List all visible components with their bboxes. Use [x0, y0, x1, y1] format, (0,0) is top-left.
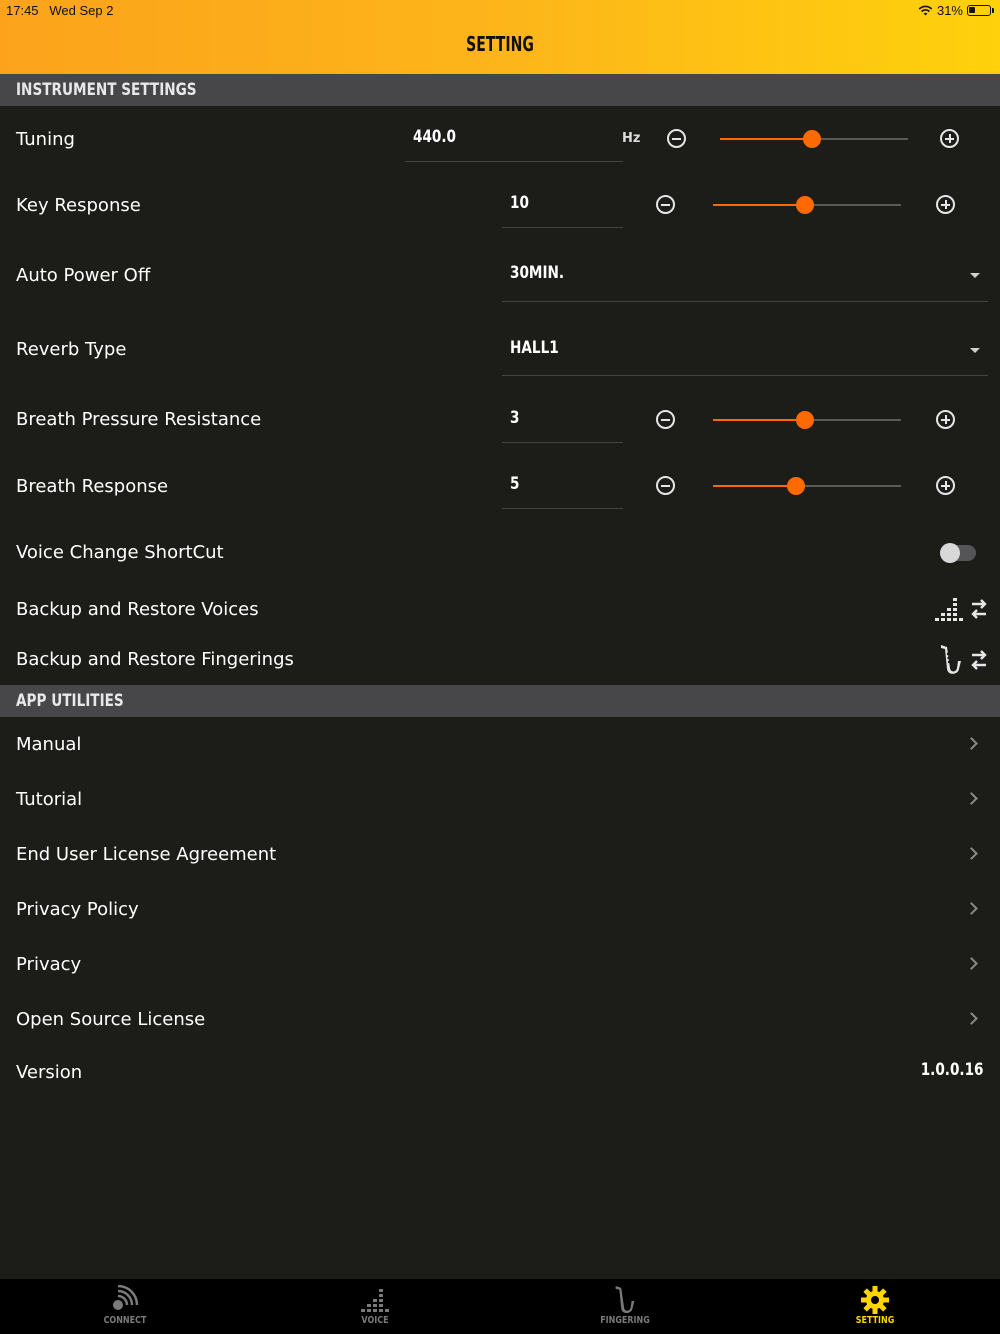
- wifi-icon: [918, 5, 933, 16]
- battery-icon: [967, 5, 991, 16]
- tuning-field[interactable]: [405, 127, 623, 162]
- tuning-value: 440.0: [413, 127, 457, 147]
- tuning-increment-button[interactable]: [940, 129, 959, 148]
- list-item-privacy[interactable]: [0, 937, 1000, 992]
- status-indicators: [918, 3, 994, 18]
- key-response-slider[interactable]: [713, 193, 901, 217]
- list-item-label: Privacy Policy: [16, 899, 139, 920]
- list-item-label: Manual: [16, 734, 82, 755]
- backup-voices-label: Backup and Restore Voices: [16, 599, 259, 620]
- navigation-header: [0, 0, 1000, 74]
- backup-voices-control[interactable]: [934, 596, 988, 622]
- list-item-privacy-policy[interactable]: [0, 882, 1000, 937]
- list-item-eula[interactable]: [0, 827, 1000, 882]
- breath-response-field[interactable]: [502, 474, 623, 509]
- key-response-increment-button[interactable]: [936, 195, 955, 214]
- chevron-down-icon: [970, 273, 980, 278]
- tuning-unit: Hz: [622, 131, 641, 146]
- tuning-label: Tuning: [16, 129, 75, 150]
- breath-pressure-decrement-button[interactable]: [656, 410, 675, 429]
- tab-connect[interactable]: [0, 1279, 250, 1334]
- tab-voice[interactable]: [250, 1279, 500, 1334]
- voice-shortcut-label: Voice Change ShortCut: [16, 542, 224, 563]
- breath-response-increment-button[interactable]: [936, 476, 955, 495]
- key-response-decrement-button[interactable]: [656, 195, 675, 214]
- reverb-type-label: Reverb Type: [16, 339, 127, 360]
- status-date-text: Wed Sep 2: [49, 3, 114, 18]
- list-item-manual[interactable]: [0, 717, 1000, 772]
- backup-fingerings-control[interactable]: [938, 644, 988, 676]
- reverb-type-value: HALL1: [510, 338, 559, 358]
- chevron-right-icon: [965, 902, 978, 915]
- list-item-label: Open Source License: [16, 1009, 206, 1030]
- swap-arrows-icon: [970, 598, 988, 620]
- status-time: [6, 3, 113, 18]
- version-value: 1.0.0.16: [921, 1060, 984, 1080]
- auto-power-off-label: Auto Power Off: [16, 265, 151, 286]
- breath-response-decrement-button[interactable]: [656, 476, 675, 495]
- chevron-right-icon: [965, 847, 978, 860]
- tab-setting[interactable]: [750, 1279, 1000, 1334]
- breath-pressure-field[interactable]: [502, 408, 623, 443]
- voice-icon: [934, 596, 964, 622]
- reverb-type-dropdown[interactable]: [502, 338, 988, 376]
- connect-icon: [109, 1285, 141, 1313]
- tuning-slider[interactable]: [720, 127, 908, 151]
- tab-bar: [0, 1279, 1000, 1334]
- key-response-slider-thumb[interactable]: [796, 196, 814, 214]
- backup-fingerings-label: Backup and Restore Fingerings: [16, 649, 294, 670]
- key-response-field[interactable]: [502, 193, 623, 228]
- section-title: INSTRUMENT SETTINGS: [16, 80, 197, 100]
- tab-label: VOICE: [361, 1315, 389, 1326]
- chevron-right-icon: [965, 1012, 978, 1025]
- chevron-down-icon: [970, 348, 980, 353]
- gear-icon: [860, 1285, 890, 1315]
- voice-icon: [359, 1285, 391, 1313]
- breath-pressure-slider-thumb[interactable]: [796, 411, 814, 429]
- tab-label: CONNECT: [103, 1315, 147, 1326]
- breath-response-label: Breath Response: [16, 476, 169, 497]
- status-time-text: 17:45: [6, 3, 39, 18]
- key-response-label: Key Response: [16, 195, 141, 216]
- tab-label: SETTING: [855, 1315, 895, 1326]
- list-item-tutorial[interactable]: [0, 772, 1000, 827]
- tuning-slider-thumb[interactable]: [803, 130, 821, 148]
- chevron-right-icon: [965, 737, 978, 750]
- auto-power-off-dropdown[interactable]: [502, 263, 988, 302]
- breath-response-value: 5: [510, 474, 520, 494]
- toggle-knob: [940, 543, 960, 563]
- chevron-right-icon: [965, 792, 978, 805]
- page-title: SETTING: [466, 32, 534, 56]
- list-item-label: Tutorial: [16, 789, 83, 810]
- saxophone-icon: [938, 644, 964, 676]
- saxophone-icon: [612, 1285, 638, 1315]
- section-header-instrument: [0, 74, 1000, 106]
- auto-power-off-value: 30MIN.: [510, 263, 565, 283]
- swap-arrows-icon: [970, 649, 988, 671]
- breath-pressure-increment-button[interactable]: [936, 410, 955, 429]
- battery-percent: 31%: [936, 3, 963, 18]
- breath-response-slider[interactable]: [713, 474, 901, 498]
- version-label: Version: [16, 1062, 83, 1083]
- list-item-open-source-license[interactable]: [0, 992, 1000, 1047]
- breath-pressure-label: Breath Pressure Resistance: [16, 409, 262, 430]
- voice-shortcut-toggle[interactable]: [940, 545, 976, 561]
- breath-response-slider-thumb[interactable]: [787, 477, 805, 495]
- list-item-label: End User License Agreement: [16, 844, 277, 865]
- breath-pressure-slider[interactable]: [713, 408, 901, 432]
- tab-fingering[interactable]: [500, 1279, 750, 1334]
- battery-tip: [992, 8, 994, 13]
- tab-label: FINGERING: [600, 1315, 650, 1326]
- chevron-right-icon: [965, 957, 978, 970]
- key-response-value: 10: [510, 193, 529, 213]
- section-header-app-utilities: [0, 685, 1000, 717]
- list-item-label: Privacy: [16, 954, 82, 975]
- section-title: APP UTILITIES: [16, 691, 124, 711]
- tuning-decrement-button[interactable]: [667, 129, 686, 148]
- breath-pressure-value: 3: [510, 408, 520, 428]
